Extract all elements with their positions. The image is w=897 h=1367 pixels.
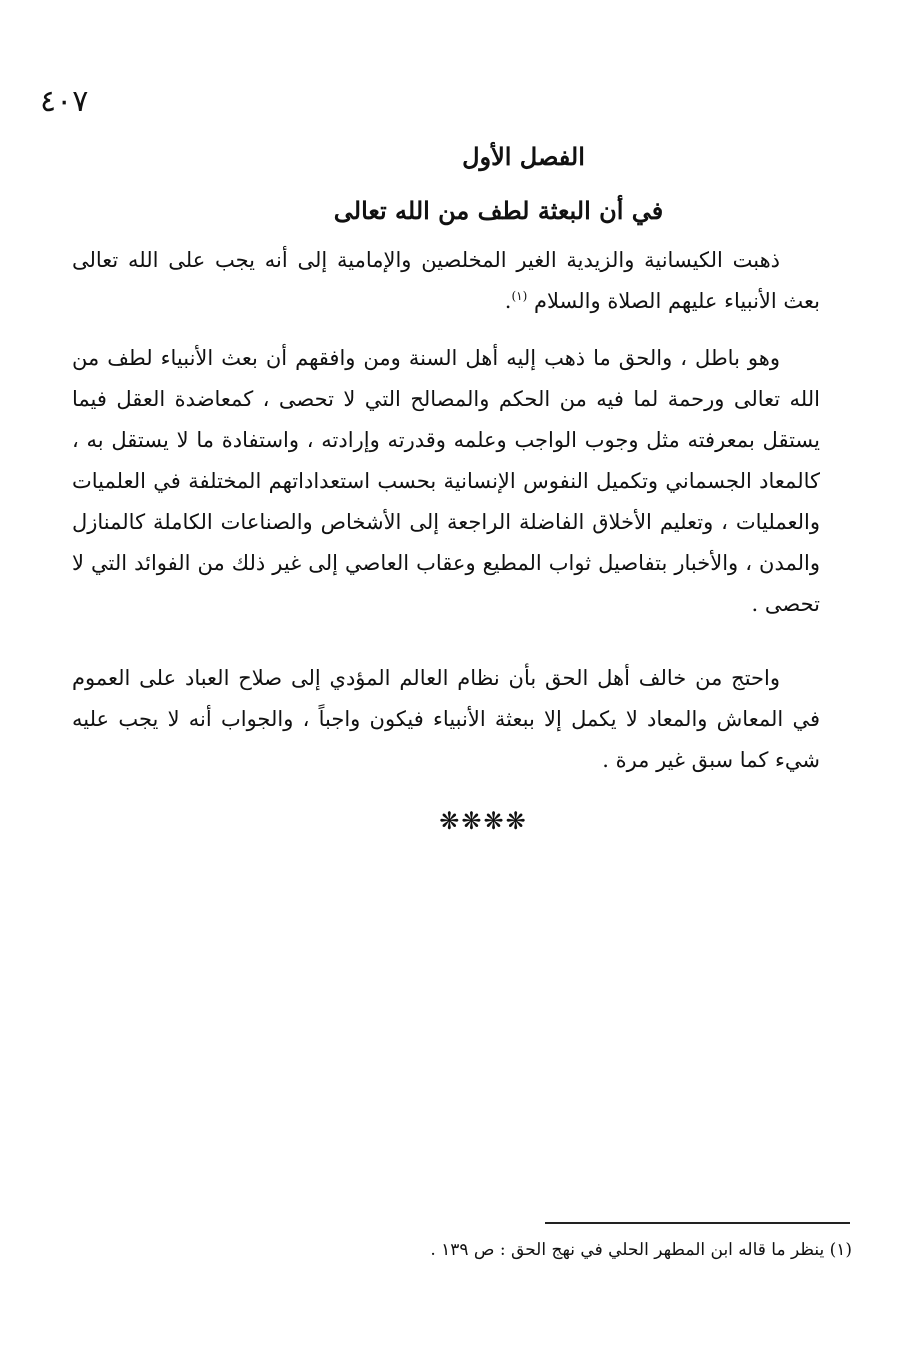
paragraph-3 bbox=[72, 658, 820, 781]
footnote-divider bbox=[545, 1222, 850, 1224]
paragraph-3-text: واحتج من خالف أهل الحق بأن نظام العالم المؤدي إلى صلاح العباد على العموم في المعاش والمعاد لا يكمل إلا ببعثة الأنبياء فيكون واجباً ، والجواب أنه لا يجب عليه شيء كما سبق غير مرة . bbox=[72, 666, 820, 772]
paragraph-2 bbox=[72, 338, 820, 625]
footnote: (١) ينظر ما قاله ابن المطهر الحلي في نهج الحق : ص ١٣٩ . bbox=[430, 1240, 852, 1260]
paragraph-1-text: ذهبت الكيسانية والزيدية الغير المخلصين والإمامية إلى أنه يجب على الله تعالى بعث الأنبياء عليهم الصلاة والسلام bbox=[72, 248, 820, 313]
chapter-title: الفصل الأول bbox=[462, 142, 585, 171]
footnote-reference[interactable]: (١) bbox=[511, 289, 528, 303]
paragraph-1-end: . bbox=[504, 289, 512, 313]
page-number: ٤٠٧ bbox=[40, 84, 89, 119]
section-separator: ❋❋❋❋ bbox=[439, 807, 528, 835]
paragraph-1 bbox=[72, 240, 820, 322]
paragraph-2-text: وهو باطل ، والحق ما ذهب إليه أهل السنة ومن وافقهم أن بعث الأنبياء لطف من الله تعالى ورحمة لما فيه من الحكم والمصالح التي لا تحصى ، كمعاضدة العقل فيما يستقل بمعرفته مثل وجوب الواجب وعلمه وقدرته وإرادته ، واستفادة ما لا يستقل به ، كالمعاد الجسماني وتكميل النفوس الإنسانية بحسب استعداداتهم المختلفة في العلميات والعمليات ، وتعليم الأخلاق الفاضلة الراجعة إلى الأشخاص والصناعات الكاملة كالمنازل والمدن ، والأخبار بتفاصيل ثواب المطيع وعقاب العاصي إلى غير ذلك من الفوائد التي لا تحصى . bbox=[72, 346, 820, 616]
section-title: في أن البعثة لطف من الله تعالى bbox=[333, 196, 664, 225]
